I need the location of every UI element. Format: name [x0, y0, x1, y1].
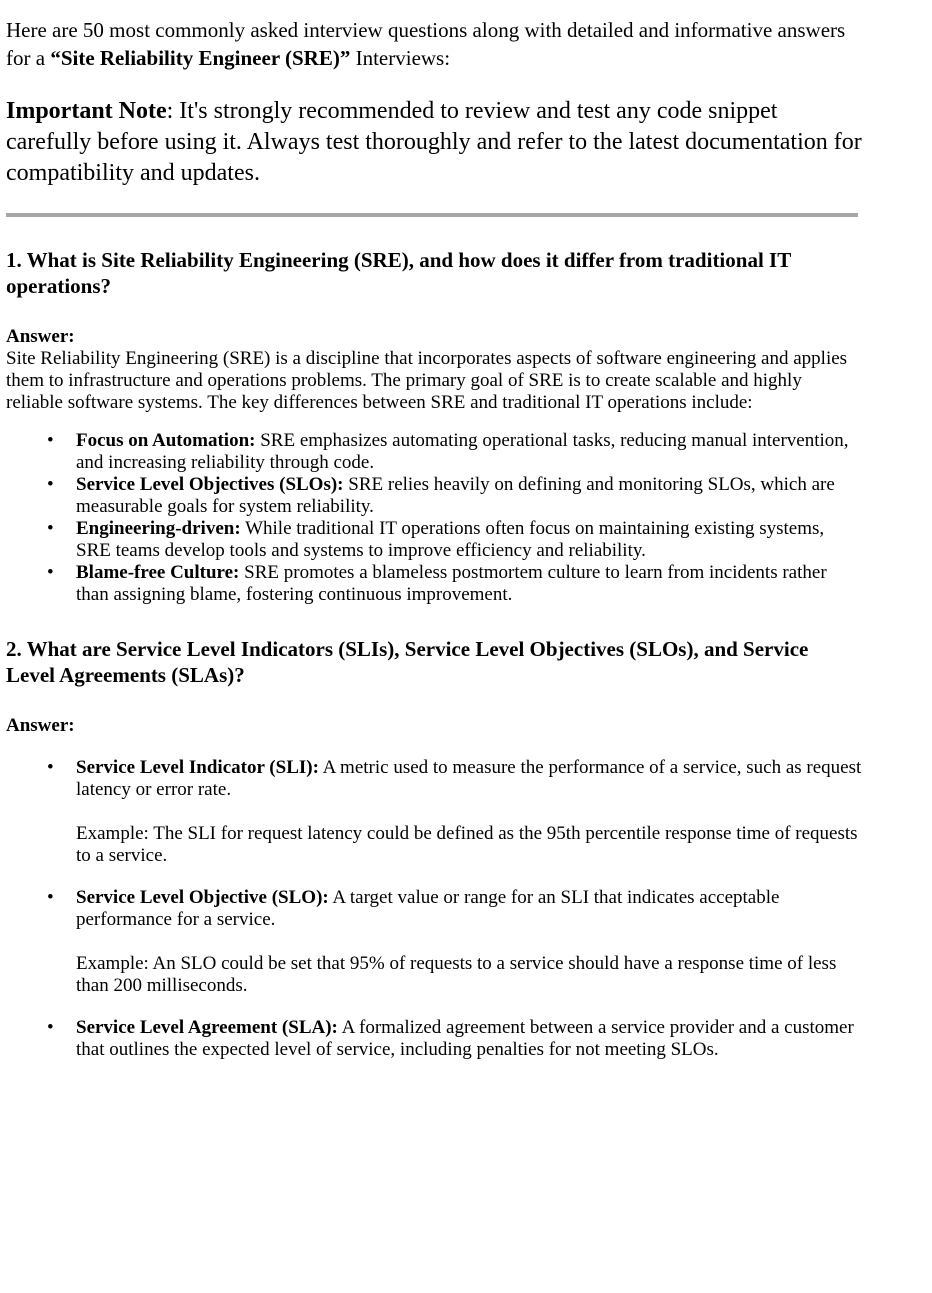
list-item-description: SRE promotes a blameless postmortem culture to learn from incidents rather than assigning blame, fostering continuous improvement.	[76, 562, 827, 605]
question-2-answer-label: Answer:	[6, 715, 75, 736]
list-item-description: While traditional IT operations often focus on maintaining existing systems, SRE teams develop tools and systems to improve efficiency and reliability.	[76, 518, 825, 561]
list-item	[6, 562, 862, 606]
list-item-description: SRE emphasizes automating operational tasks, reducing manual intervention, and increasing reliability through code.	[76, 430, 849, 473]
question-2-bullet-list-sla	[6, 1017, 862, 1061]
list-item-term: Service Level Agreement (SLA):	[76, 1017, 338, 1038]
important-note	[6, 96, 862, 189]
list-item-description: SRE relies heavily on defining and monitoring SLOs, which are measurable goals for system reliability.	[76, 474, 835, 517]
question-1-bullet-list	[6, 430, 862, 606]
list-item-term: Engineering-driven:	[76, 518, 241, 539]
bullet-icon: •	[47, 1017, 54, 1038]
important-note-body: : It's strongly recommended to review and test any code snippet carefully before using it. Always test thoroughly and refer to the latest documentation for compatibility and updates.	[6, 98, 862, 186]
list-item-term: Service Level Indicator (SLI):	[76, 757, 319, 778]
intro-paragraph	[6, 16, 862, 72]
question-2-bullet-list	[6, 757, 862, 801]
bullet-icon: •	[47, 757, 54, 778]
list-item-term: Blame-free Culture:	[76, 562, 240, 583]
question-1-answer-label: Answer:	[6, 326, 75, 347]
question-1-heading: 1. What is Site Reliability Engineering (SRE), and how does it differ from traditional IT operations?	[6, 248, 791, 298]
question-1-answer-paragraph: Site Reliability Engineering (SRE) is a discipline that incorporates aspects of software engineering and applies them to infrastructure and operations problems. The primary goal of SRE is to create scalable and highly reliable software systems. The key differences between SRE and traditional IT operations include:	[6, 348, 848, 413]
list-item-term: Service Level Objective (SLO):	[76, 887, 329, 908]
list-item-description: A formalized agreement between a service provider and a customer that outlines the expected level of service, including penalties for not meeting SLOs.	[76, 1017, 854, 1060]
list-item	[6, 518, 862, 562]
bullet-icon: •	[47, 887, 54, 908]
intro-text-before: Here are 50 most commonly asked interview questions along with detailed and informative answers for a	[6, 18, 846, 70]
list-item	[6, 474, 862, 518]
list-item-description: A metric used to measure the performance of a service, such as request latency or error rate.	[76, 757, 862, 800]
intro-emphasis: “Site Reliability Engineer (SRE)”	[50, 46, 351, 70]
question-2-bullet-list-slo	[6, 887, 862, 931]
list-item	[6, 887, 862, 931]
list-item-term: Service Level Objectives (SLOs):	[76, 474, 344, 495]
question-2-heading: 2. What are Service Level Indicators (SLIs), Service Level Objectives (SLOs), and Service Level Agreements (SLAs)?	[6, 637, 809, 687]
intro-text-after: Interviews:	[350, 46, 451, 70]
list-item-description: A target value or range for an SLI that indicates acceptable performance for a service.	[76, 887, 780, 930]
list-item	[6, 430, 862, 474]
horizontal-divider	[6, 213, 858, 217]
bullet-icon: •	[47, 474, 54, 495]
list-item	[6, 757, 862, 801]
question-2-example-slo: Example: An SLO could be set that 95% of requests to a service should have a response time of less than 200 milliseconds.	[76, 953, 837, 996]
bullet-icon: •	[47, 430, 54, 451]
list-item-term: Focus on Automation:	[76, 430, 256, 451]
list-item	[6, 1017, 862, 1061]
bullet-icon: •	[47, 518, 54, 539]
important-note-label: Important Note	[6, 98, 167, 124]
bullet-icon: •	[47, 562, 54, 583]
question-2-example-sli: Example: The SLI for request latency could be defined as the 95th percentile response time of requests to a service.	[76, 823, 858, 866]
